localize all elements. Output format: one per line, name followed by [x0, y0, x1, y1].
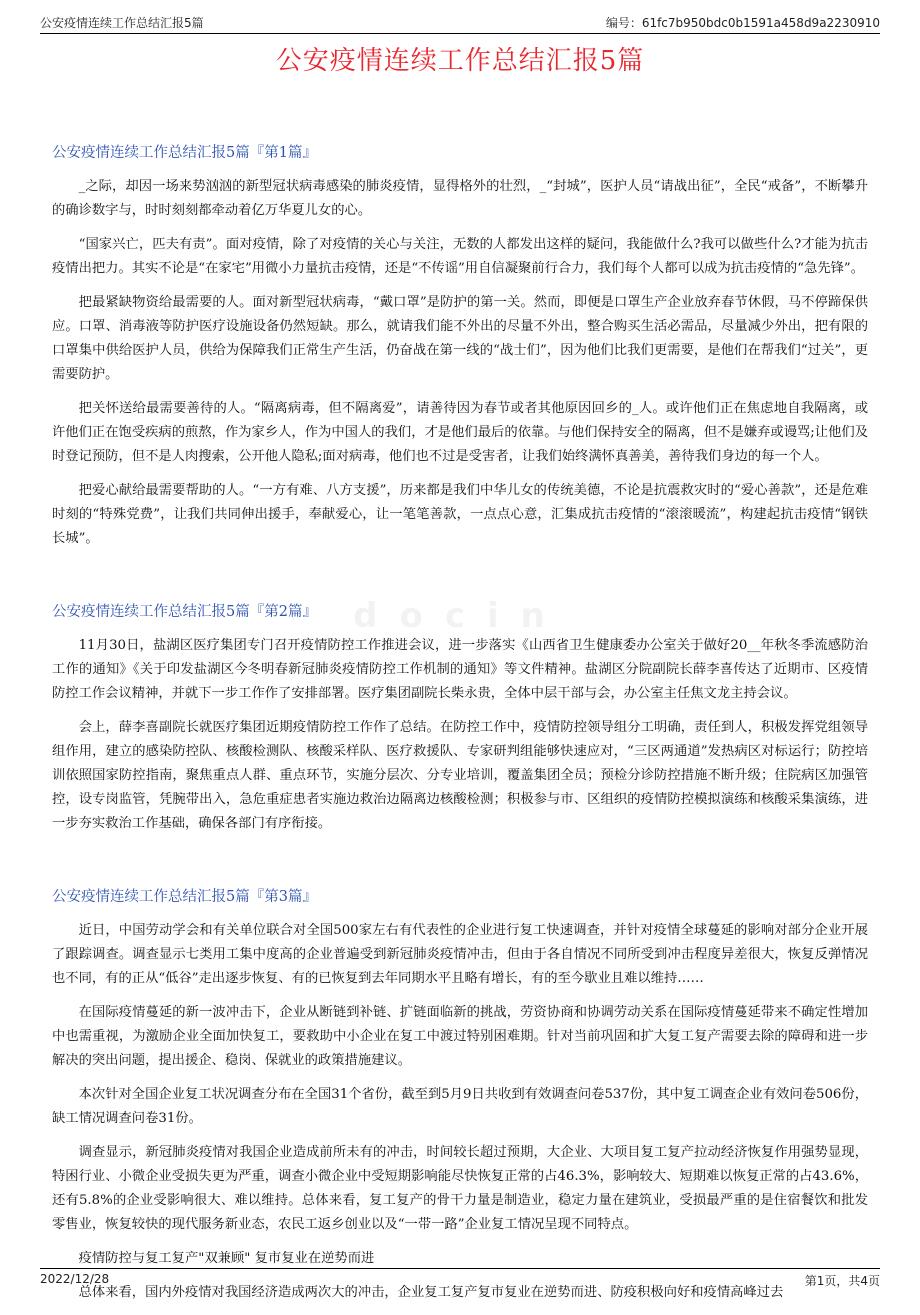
section-3-paragraph: 近日，中国劳动学会和有关单位联合对全国500家左右有代表性的企业进行复工快速调查，并针对疫情全球蔓延的影响对部分企业开展了跟踪调查。调查显示七类用工集中度高的企业普遍受到新冠肺炎疫情冲击，但由于各自情况不同所受到冲击程度异差很大，恢复反弹情况也不同，有的正从“低谷”走出逐步恢复、有的已恢复到去年同期水平且略有增长，有的至今歇业且难以维持……: [52, 922, 868, 986]
footer-page-number: 第1页，共4页: [804, 1274, 880, 1288]
section-3-title: 公安疫情连续工作总结汇报5篇『第3篇』: [52, 888, 317, 905]
section-1-paragraph: “国家兴亡，匹夫有责”。面对疫情，除了对疫情的关心与关注，无数的人都发出这样的疑问，我能做什么?我可以做些什么?才能为抗击疫情出把力。其实不论是“在家宅”用微小力量抗击疫情，还是“不传谣”用自信凝聚前行合力，我们每个人都可以成为抗击疫情的“急先锋”。: [52, 236, 868, 276]
page-footer: [40, 1268, 880, 1291]
section-1-title: 公安疫情连续工作总结汇报5篇『第1篇』: [52, 145, 317, 161]
header-doc-number: 编号：61fc7b950bdc0b1591a458d9a2230910: [605, 16, 880, 30]
section-1-paragraph: 把关怀送给最需要善待的人。“隔离病毒，但不隔离爱”，请善待因为春节或者其他原因回乡的_人。或许他们正在焦虑地自我隔离，或许他们正在饱受疾病的煎熬，作为家乡人，作为中国人的我们，才是他们最后的依靠。与他们保持安全的隔离，但不是嫌弃或谩骂;让他们及时登记预防，但不是人肉搜索，公开他人隐私;面对病毒，他们也不过是受害者，让我们始终满怀真善美，善待我们身边的每一个人。: [52, 400, 868, 464]
section-1-paragraph: 把爱心献给最需要帮助的人。“一方有难、八方支援”，历来都是我们中华儿女的传统美德，不论是抗震救灾时的“爱心善款”，还是危难时刻的“特殊党费”，让我们共同伸出援手，奉献爱心，让一笔笔善款，一点点心意，汇集成抗击疫情的“滚滚暖流”，构建起抗击疫情“钢铁长城”。: [52, 482, 868, 546]
section-3-subheading: 疫情防控与复工复产"双兼顾" 复市复业在逆势而进: [78, 1250, 375, 1266]
watermark: docin: [353, 596, 567, 636]
document-title: 公安疫情连续工作总结汇报5篇: [275, 46, 645, 76]
section-3-paragraph: 调查显示，新冠肺炎疫情对我国企业造成前所未有的冲击，时间较长超过预期，大企业、大项目复工复产拉动经济恢复作用强势显现，特困行业、小微企业受损失更为严重，调查小微企业中受短期影响能尽快恢复正常的占46.3%，影响较大、短期难以恢复正常的占43.6%，还有5.8%的企业受影响很大、难以维持。总体来看，复工复产的骨干力量是制造业，稳定力量在建筑业，受损最严重的是住宿餐饮和批发零售业，恢复较快的现代服务新业态，农民工返乡创业以及“一带一路”企业复工情况呈现不同特点。: [52, 1144, 868, 1232]
section-3-paragraph: 本次针对全国企业复工状况调查分布在全国31个省份，截至到5月9日共收到有效调查问卷537份，其中复工调查企业有效问卷506份，缺工情况调查问卷31份。: [52, 1086, 868, 1126]
section-2-paragraph: 会上，薛李喜副院长就医疗集团近期疫情防控工作作了总结。在防控工作中，疫情防控领导组分工明确，责任到人，积极发挥党组领导组作用，建立的感染防控队、核酸检测队、核酸采样队、医疗救援队、专家研判组能够快速应对，“三区两通道”发热病区对标运行；防控培训依照国家防控指南，聚焦重点人群、重点环节，实施分层次、分专业培训，覆盖集团全员；预检分诊防控措施不断升级；住院病区加强管控，设专岗监管，凭腕带出入，急危重症患者实施边救治边隔离边核酸检测；积极参与市、区组织的疫情防控模拟演练和核酸采集演练，进一步夯实救治工作基础，确保各部门有序衔接。: [52, 719, 868, 831]
page-header: [40, 11, 880, 34]
section-2-title: 公安疫情连续工作总结汇报5篇『第2篇』: [52, 603, 317, 620]
section-2-paragraph: 11月30日，盐湖区医疗集团专门召开疫情防控工作推进会议，进一步落实《山西省卫生健康委办公室关于做好20__年秋冬季流感防治工作的通知》《关于印发盐湖区今冬明春新冠肺炎疫情防控工作机制的通知》等文件精神。盐湖区分院副院长薛李喜传达了近期市、区疫情防控工作会议精神，并就下一步工作作了安排部署。医疗集团副院长柴永贵，全体中层干部与会，办公室主任焦文龙主持会议。: [52, 637, 868, 701]
section-1-paragraph: _之际，却因一场来势汹汹的新型冠状病毒感染的肺炎疫情，显得格外的壮烈，_“封城”，医护人员“请战出征”，全民“戒备”，不断攀升的确诊数字与，时时刻刻都牵动着亿万华夏儿女的心。: [52, 178, 868, 218]
section-1-paragraph: 把最紧缺物资给最需要的人。面对新型冠状病毒，“戴口罩”是防护的第一关。然而，即便是口罩生产企业放弃春节休假，马不停蹄保供应。口罩、消毒液等防护医疗设施设备仍然短缺。那么，就请我们能不外出的尽量不外出，整合购买生活必需品，尽量减少外出，把有限的口罩集中供给医护人员，供给为保障我们正常生产生活，仍奋战在第一线的“战士们”，因为他们比我们更需要，是他们在帮我们“过关”，更需要防护。: [52, 294, 868, 382]
section-3-paragraph: 总体来看，国内外疫情对我国经济造成两次大的冲击，企业复工复产复市复业在逆势而进、防疫积极向好和疫情高峰过去: [78, 1284, 784, 1300]
header-doc-name: 公安疫情连续工作总结汇报5篇: [40, 16, 204, 30]
footer-date: 2022/12/28: [40, 1272, 110, 1286]
document-body: [52, 128, 868, 1315]
section-3-paragraph: 在国际疫情蔓延的新一波冲击下，企业从断链到补链、扩链面临新的挑战，劳资协商和协调劳动关系在国际疫情蔓延带来不确定性增加中也需重视，为激励企业全面加快复工，要救助中小企业在复工中渡过特别困难期。针对当前巩固和扩大复工复产需要去除的障碍和进一步解决的突出问题，提出援企、稳岗、保就业的政策措施建议。: [52, 1004, 868, 1068]
